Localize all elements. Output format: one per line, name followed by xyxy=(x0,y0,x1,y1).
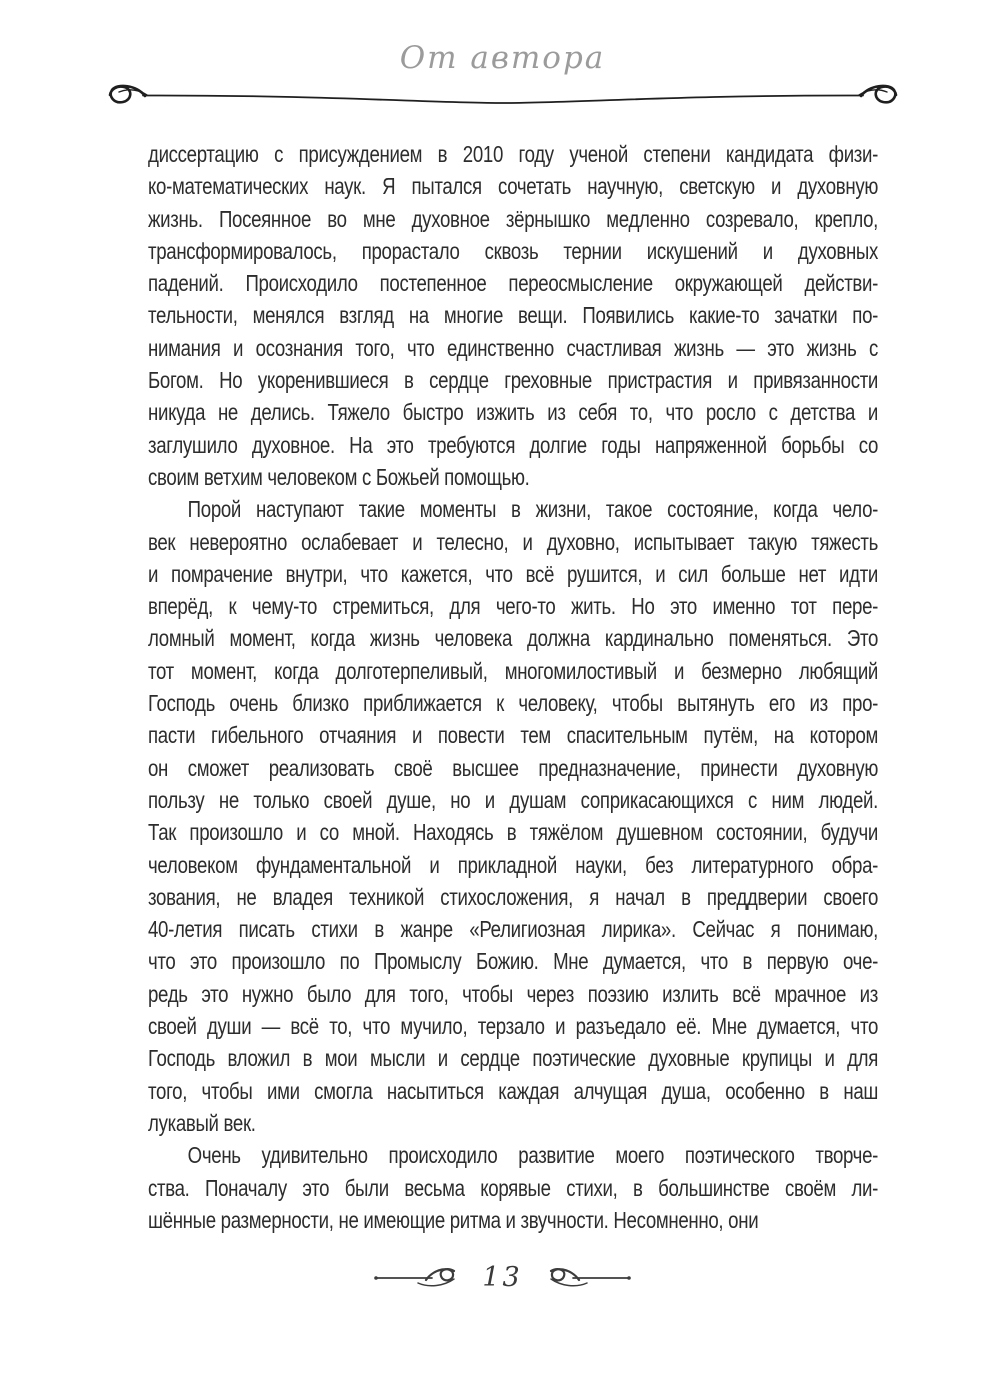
page-footer xyxy=(0,1262,1005,1293)
text-line: диссертацию с присуждением в 2010 году ученой степени кандидата физи- xyxy=(148,141,879,167)
page-number: 13 xyxy=(482,1262,523,1293)
text-line: вперёд, к чему-то стремиться, для чего-то жить. Но это именно тот пере- xyxy=(148,593,879,620)
body-text xyxy=(148,138,878,1236)
text-line: падений. Происходило постепенное переосмысление окружающей действи- xyxy=(148,270,879,297)
text-line: трансформировалось, прорастало сквозь тернии искушений и духовных xyxy=(148,237,879,264)
text-line: человеком фундаментальной и прикладной науки, без литературного обра- xyxy=(148,851,879,878)
text-line: пасти гибельного отчаяния и повести тем спасительным путём, на котором xyxy=(148,722,879,749)
text-line: Господь вложил в мои мысли и сердце поэтические духовные крупицы и для xyxy=(148,1045,879,1072)
footer-flourish-right-icon xyxy=(537,1263,633,1293)
text-line: ства. Поначалу это были весьма корявые стихи, в большинстве своём ли- xyxy=(148,1174,879,1201)
text-line: Господь очень близко приближается к человеку, чтобы вытянуть его из про- xyxy=(148,690,879,717)
text-line: никуда не делись. Тяжело быстро изжить из себя то, что росло с детства и xyxy=(148,399,879,426)
text-line: пользу не только своей душе, но и душам соприкасающихся с ним людей. xyxy=(148,786,879,813)
text-line: редь это нужно было для того, чтобы через поэзию излить всё мрачное из xyxy=(148,980,879,1007)
text-line: заглушило духовное. На это требуются долгие годы напряженной борьбы со xyxy=(148,431,879,458)
text-line: своим ветхим человеком с Божьей помощью. xyxy=(148,463,530,490)
text-line: тельности, менялся взгляд на многие вещи. Появились какие-то зачатки по- xyxy=(148,302,879,329)
text-line: Порой наступают такие моменты в жизни, такое состояние, когда чело- xyxy=(187,496,879,523)
text-line: Богом. Но укоренившиеся в сердце греховные пристрастия и привязанности xyxy=(148,367,879,394)
text-line: он сможет реализовать своё высшее предназначение, принести духовную xyxy=(148,754,879,781)
chapter-title: От автора xyxy=(399,40,606,76)
text-line: Так произошло и со мной. Находясь в тяжёлом душевном состоянии, будучи xyxy=(148,819,879,846)
text-line: Очень удивительно происходило развитие моего поэтического творче- xyxy=(187,1142,879,1169)
text-line: и помрачение внутри, что кажется, что всё рушится, и сил больше нет идти xyxy=(148,560,879,587)
text-line: того, чтобы ими смогла насытиться каждая алчущая душа, особенно в наш xyxy=(148,1077,879,1104)
text-line: ко-математических наук. Я пытался сочетать научную, светскую и духовную xyxy=(148,173,879,200)
text-line: лукавый век. xyxy=(148,1109,256,1136)
text-line: век невероятно ослабевает и телесно, и духовно, испытывает такую тяжесть xyxy=(148,528,879,555)
text-line: шённые размерности, не имеющие ритма и звучности. Несомненно, они xyxy=(148,1206,759,1233)
header-divider-icon xyxy=(103,80,903,114)
text-line: зования, не владея техникой стихосложения, я начал в преддверии своего xyxy=(148,883,879,910)
text-line: тот момент, когда долготерпеливый, многомилостивый и безмерно любящий xyxy=(148,657,879,684)
text-line: 40-летия писать стихи в жанре «Религиозная лирика». Сейчас я понимаю, xyxy=(148,916,879,943)
text-line: своей души — всё то, что мучило, терзало и разъедало её. Мне думается, что xyxy=(148,1013,879,1040)
text-line: жизнь. Посеянное во мне духовное зёрнышко медленно созревало, крепло, xyxy=(148,205,879,232)
text-line: нимания и осознания того, что единственно счастливая жизнь — это жизнь с xyxy=(148,334,879,361)
footer-flourish-left-icon xyxy=(372,1263,468,1293)
text-line: что это произошло по Промыслу Божию. Мне думается, что в первую оче- xyxy=(148,948,879,975)
text-line: ломный момент, когда жизнь человека должна кардинально поменяться. Это xyxy=(148,625,879,652)
